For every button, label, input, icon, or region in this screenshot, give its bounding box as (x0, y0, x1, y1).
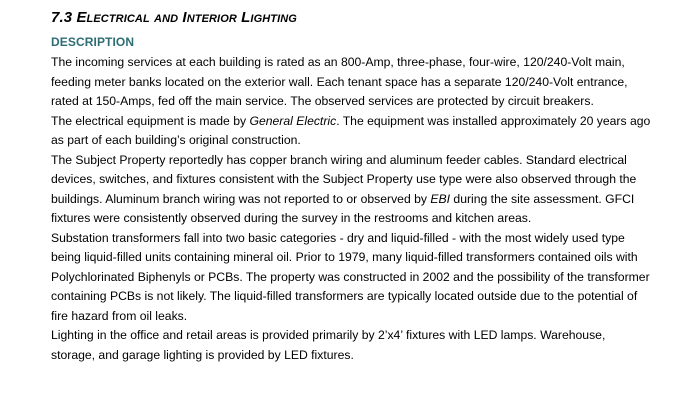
paragraph-wiring (51, 151, 651, 229)
manufacturer-name: General Electric (249, 113, 337, 128)
paragraph-transformers: Substation transformers fall into two basic categories - dry and liquid-filled - with the most widely used type being liquid-filled units containing mineral oil. Prior to 1979, many liquid-filled transformers contained oils with Polychlorinated Biphenyls or PCBs. The property was constructed in 2002 and the possibility of the transformer containing PCBs is not likely. The liquid-filled transformers are typically located outside due to the potential of fire hazard from oil leaks. (51, 230, 650, 323)
paragraph-equipment-text-a: The electrical equipment is made by (51, 113, 250, 128)
document-body (51, 8, 651, 365)
section-number: 7.3 (51, 9, 73, 26)
paragraph-equipment (51, 112, 651, 151)
paragraph-electrical-service: The incoming services at each building is rated as an 800-Amp, three-phase, four-wire, 120/240-Volt main, feeding meter banks located on the exterior wall. Each tenant space has a separate 120/240-Volt entrance, rated at 150-Amps, fed off the main service. The observed services are protected by circuit breakers. (51, 55, 628, 108)
paragraph-wiring-text-a: The Subject Property reportedly has copper branch wiring and aluminum feeder cables. Standard electrical devices, switches, and fixtures consistent with the Subject Property use type were also observed through the buildings. Aluminum branch wiring was not reported to or observed by (51, 152, 637, 206)
paragraph-equipment-text-b: . The equipment was installed approximately 20 years ago as part of each building’s original construction. (51, 113, 651, 147)
paragraph-wiring-text-b: during the site assessment. GFCI fixtures were consistently observed during the survey in the restrooms and kitchen areas. (51, 191, 635, 225)
paragraph-lighting: Lighting in the office and retail areas is provided primarily by 2’x4’ fixtures with LED lamps. Warehouse, storage, and garage lighting is provided by LED fixtures. (51, 328, 606, 362)
company-name: EBI (430, 191, 451, 206)
section-title: Electrical and Interior Lighting (76, 9, 297, 26)
description-subheading: DESCRIPTION (51, 35, 135, 49)
section-heading (51, 8, 651, 28)
